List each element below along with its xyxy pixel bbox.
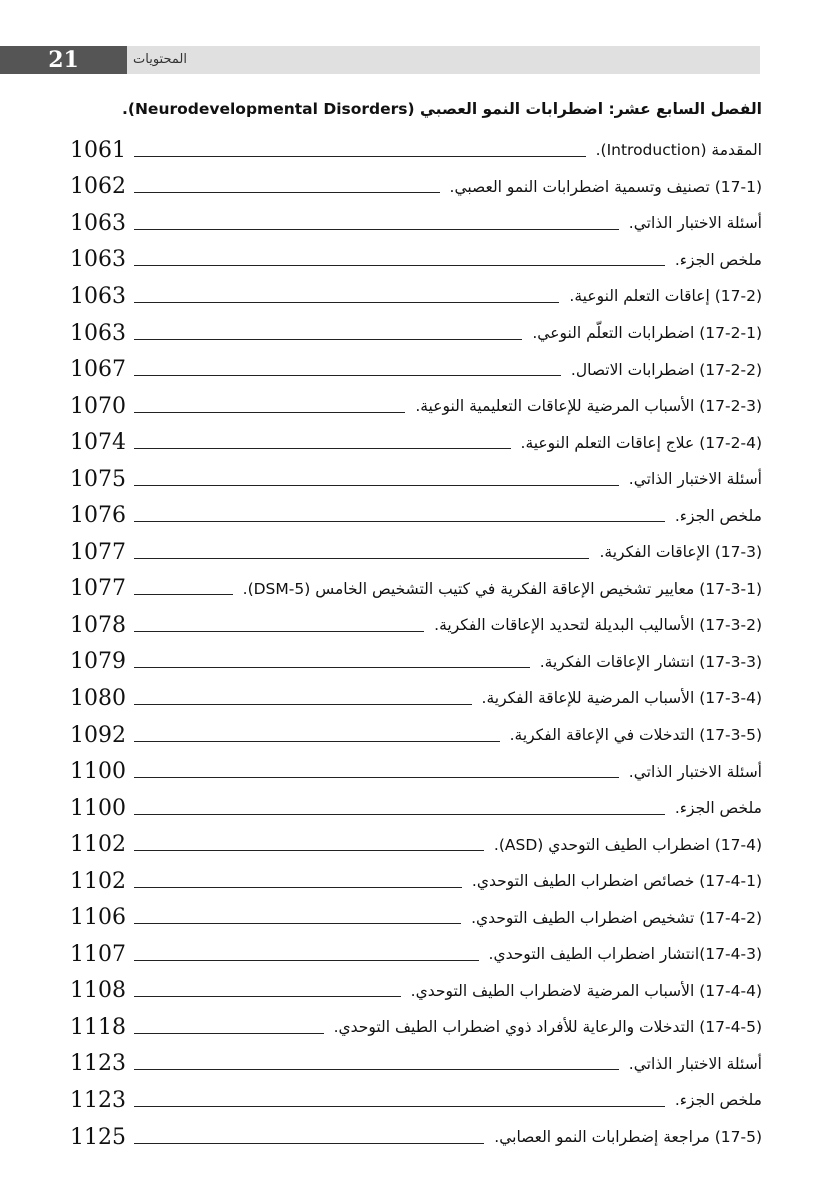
toc-entry[interactable] (70, 132, 762, 169)
toc-entry-label: المقدمة (Introduction). (595, 141, 762, 160)
toc-leader-line (134, 156, 586, 157)
toc-entry-label: (17-3-1) معايير تشخيص الإعاقة الفكرية في كتيب التشخيص الخامس (DSM-5). (242, 579, 762, 598)
toc-leader-line (134, 887, 462, 888)
toc-entry-page-number: 1061 (70, 137, 126, 163)
toc-entry-page-number: 1077 (70, 576, 126, 602)
toc-leader-line (134, 960, 479, 961)
toc-entry-page-number: 1123 (70, 1087, 126, 1113)
toc-entry-label: (17-4) اضطراب الطيف التوحدي (ASD). (493, 835, 762, 854)
toc-entry[interactable] (70, 680, 762, 717)
toc-leader-line (134, 631, 424, 632)
toc-entry-label: (17-3-5) التدخلات في الإعاقة الفكرية. (509, 726, 762, 745)
toc-leader-line (134, 667, 530, 668)
toc-leader-line (134, 339, 522, 340)
toc-entry-page-number: 1078 (70, 612, 126, 638)
toc-entry-page-number: 1063 (70, 283, 126, 309)
toc-leader-line (134, 521, 665, 522)
toc-leader-line (134, 923, 461, 924)
toc-entry[interactable] (70, 351, 762, 388)
toc-entry-page-number: 1076 (70, 503, 126, 529)
toc-entry-page-number: 1118 (70, 1014, 126, 1040)
toc-leader-line (134, 1069, 619, 1070)
toc-entry[interactable] (70, 717, 762, 754)
toc-entry[interactable] (70, 534, 762, 571)
toc-leader-line (134, 814, 665, 815)
toc-entry-page-number: 1092 (70, 722, 126, 748)
toc-entry-label: (17-2) إعاقات التعلم النوعية. (569, 287, 762, 306)
toc-entry[interactable] (70, 1046, 762, 1083)
toc-entry-label: (17-4-3)انتشار اضطراب الطيف التوحدي. (488, 945, 762, 964)
toc-entry[interactable] (70, 1119, 762, 1156)
toc-leader-line (134, 1033, 324, 1034)
toc-entry-page-number: 1080 (70, 685, 126, 711)
toc-entry-label: (17-3-4) الأسباب المرضية للإعاقة الفكرية. (481, 689, 762, 708)
toc-entry[interactable] (70, 790, 762, 827)
toc-entry-label: أسئلة الاختبار الذاتي. (628, 762, 762, 781)
toc-entry-label: (17-2-2) اضطرابات الاتصال. (570, 360, 762, 379)
toc-entry[interactable] (70, 826, 762, 863)
toc-entry-label: (17-5) مراجعة إضطرابات النمو العصابي. (494, 1128, 762, 1147)
toc-entry-label: (17-1) تصنيف وتسمية اضطرابات النمو العصبي. (449, 177, 762, 196)
toc-leader-line (134, 777, 619, 778)
table-of-contents (70, 132, 762, 1155)
toc-entry-page-number: 1077 (70, 539, 126, 565)
toc-entry-label: ملخص الجزء. (674, 250, 762, 269)
chapter-title: الفصل السابع عشر: اضطرابات النمو العصبي (Neurodevelopmental Disorders). (121, 100, 762, 118)
toc-entry[interactable] (70, 899, 762, 936)
toc-entry[interactable] (70, 278, 762, 315)
toc-entry-page-number: 1102 (70, 832, 126, 858)
toc-entry-page-number: 1100 (70, 759, 126, 785)
toc-entry[interactable] (70, 753, 762, 790)
toc-leader-line (134, 448, 511, 449)
toc-entry[interactable] (70, 169, 762, 206)
toc-entry[interactable] (70, 607, 762, 644)
toc-entry[interactable] (70, 242, 762, 279)
toc-entry[interactable] (70, 1009, 762, 1046)
toc-leader-line (134, 412, 405, 413)
toc-entry-page-number: 1125 (70, 1124, 126, 1150)
header-bar (0, 46, 760, 74)
toc-entry-page-number: 1063 (70, 247, 126, 273)
toc-entry-page-number: 1100 (70, 795, 126, 821)
toc-leader-line (134, 1106, 665, 1107)
toc-entry-label: (17-3-2) الأساليب البديلة لتحديد الإعاقات الفكرية. (434, 616, 762, 635)
toc-entry-page-number: 1107 (70, 941, 126, 967)
toc-entry-page-number: 1102 (70, 868, 126, 894)
toc-entry-page-number: 1079 (70, 649, 126, 675)
toc-entry[interactable] (70, 315, 762, 352)
toc-entry-label: أسئلة الاختبار الذاتي. (628, 1054, 762, 1073)
toc-entry-label: ملخص الجزء. (674, 799, 762, 818)
toc-entry-label: (17-2-1) اضطرابات التعلّم النوعي. (532, 324, 762, 342)
toc-leader-line (134, 302, 559, 303)
toc-entry-page-number: 1063 (70, 320, 126, 346)
header-title: المحتويات (133, 52, 187, 67)
toc-entry-page-number: 1108 (70, 978, 126, 1004)
toc-entry-label: (17-2-3) الأسباب المرضية للإعاقات التعليمية النوعية. (415, 397, 762, 416)
toc-leader-line (134, 850, 484, 851)
toc-entry-label: (17-3) الإعاقات الفكرية. (599, 543, 762, 562)
toc-leader-line (134, 375, 561, 376)
toc-leader-line (134, 265, 665, 266)
toc-entry-label: (17-2-4) علاج إعاقات التعلم النوعية. (520, 433, 762, 452)
toc-entry-label: ملخص الجزء. (674, 1091, 762, 1110)
toc-leader-line (134, 704, 472, 705)
toc-entry[interactable] (70, 936, 762, 973)
toc-entry[interactable] (70, 424, 762, 461)
toc-entry[interactable] (70, 461, 762, 498)
toc-entry[interactable] (70, 571, 762, 608)
toc-entry[interactable] (70, 973, 762, 1010)
toc-entry-label: أسئلة الاختبار الذاتي. (628, 470, 762, 489)
toc-entry-label: (17-4-5) التدخلات والرعاية للأفراد ذوي اضطراب الطيف التوحدي. (333, 1018, 762, 1037)
toc-leader-line (134, 996, 401, 997)
toc-entry-page-number: 1067 (70, 357, 126, 383)
toc-entry[interactable] (70, 205, 762, 242)
toc-leader-line (134, 229, 619, 230)
toc-entry[interactable] (70, 644, 762, 681)
toc-entry-label: ملخص الجزء. (674, 506, 762, 525)
toc-entry-label: (17-4-2) تشخيص اضطراب الطيف التوحدي. (471, 908, 762, 927)
toc-entry-page-number: 1070 (70, 393, 126, 419)
toc-entry[interactable] (70, 388, 762, 425)
toc-leader-line (134, 741, 500, 742)
toc-leader-line (134, 594, 233, 595)
toc-leader-line (134, 192, 440, 193)
toc-entry-label: (17-4-1) خصائص اضطراب الطيف التوحدي. (471, 872, 762, 891)
toc-entry[interactable] (70, 1082, 762, 1119)
toc-entry[interactable] (70, 497, 762, 534)
toc-entry-label: أسئلة الاختبار الذاتي. (628, 214, 762, 233)
toc-entry-label: (17-4-4) الأسباب المرضية لاضطراب الطيف التوحدي. (410, 981, 762, 1000)
toc-leader-line (134, 485, 619, 486)
toc-entry-page-number: 1062 (70, 174, 126, 200)
toc-leader-line (134, 558, 589, 559)
toc-leader-line (134, 1143, 484, 1144)
toc-entry-page-number: 1074 (70, 430, 126, 456)
toc-entry[interactable] (70, 863, 762, 900)
toc-entry-page-number: 1123 (70, 1051, 126, 1077)
toc-entry-page-number: 1063 (70, 210, 126, 236)
page-number: 21 (0, 46, 127, 74)
toc-entry-page-number: 1075 (70, 466, 126, 492)
toc-entry-page-number: 1106 (70, 905, 126, 931)
toc-entry-label: (17-3-3) انتشار الإعاقات الفكرية. (539, 652, 762, 671)
